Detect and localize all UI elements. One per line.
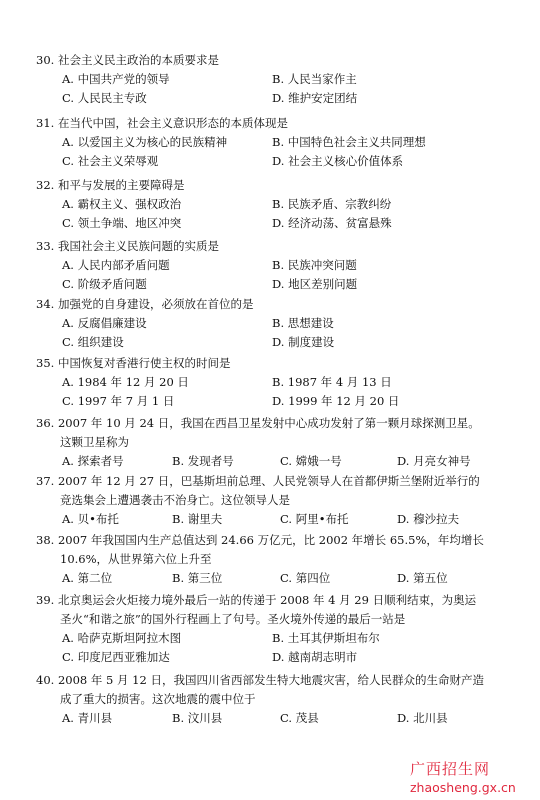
answer-option: B. 思想建设 (272, 316, 334, 330)
answer-option: B. 1987 年 4 月 13 日 (272, 375, 392, 389)
question-number: 35. (36, 356, 55, 370)
question-text: 在当代中国，社会主义意识形态的本质体现是 (57, 116, 288, 130)
question-text: 2007 年我国国内生产总值达到 24.66 万亿元，比 2002 年增长 65.5%，年均增长 (57, 533, 484, 547)
answer-option: A. 人民内部矛盾问题 (62, 258, 170, 272)
answer-option: B. 谢里夫 (172, 512, 223, 526)
watermark-name: 广西招生网 (410, 760, 491, 778)
answer-option: C. 组织建设 (62, 335, 124, 349)
question-text: 2007 年 10 月 24 日，我国在西昌卫星发射中心成功发射了第一颗月球探测卫星。 (57, 416, 480, 430)
answer-option: D. 制度建设 (272, 335, 335, 349)
question-text-continued: 10.6%，从世界第六位上升至 (60, 552, 212, 566)
answer-option: A. 探索者号 (62, 454, 124, 468)
question-number: 38. (36, 533, 55, 547)
answer-option: A. 霸权主义、强权政治 (62, 197, 182, 211)
question-text: 2008 年 5 月 12 日，我国四川省西部发生特大地震灾害，给人民群众的生命财产造 (57, 673, 484, 687)
answer-option: C. 1997 年 7 月 1 日 (62, 394, 175, 408)
question-text: 中国恢复对香港行使主权的时间是 (57, 356, 231, 370)
question-stem (36, 298, 253, 311)
question-stem (36, 475, 480, 488)
answer-option: D. 维护安定团结 (272, 91, 358, 105)
answer-option: D. 穆沙拉夫 (397, 512, 460, 526)
answer-option: C. 第四位 (280, 571, 331, 585)
question-number: 39. (36, 593, 55, 607)
question-number: 32. (36, 178, 55, 192)
answer-option: C. 茂县 (280, 711, 319, 725)
answer-option: A. 第二位 (62, 571, 113, 585)
answer-option: A. 以爱国主义为核心的民族精神 (62, 135, 228, 149)
question-number: 40. (36, 673, 55, 687)
answer-option: B. 第三位 (172, 571, 223, 585)
question-stem (36, 417, 480, 430)
question-text: 北京奥运会火炬接力境外最后一站的传递于 2008 年 4 月 29 日顺利结束，为奥运 (57, 593, 477, 607)
answer-option: B. 中国特色社会主义共同理想 (272, 135, 426, 149)
answer-option: C. 领土争端、地区冲突 (62, 216, 182, 230)
question-number: 37. (36, 474, 55, 488)
question-number: 30. (36, 53, 55, 67)
question-number: 31. (36, 116, 55, 130)
question-text: 2007 年 12 月 27 日，巴基斯坦前总理、人民党领导人在首都伊斯兰堡附近举行的 (57, 474, 480, 488)
answer-option: B. 土耳其伊斯坦布尔 (272, 631, 380, 645)
question-text-continued: 圣火“和谐之旅”的国外行程画上了句号。圣火境外传递的最后一站是 (60, 612, 406, 626)
answer-option: A. 反腐倡廉建设 (62, 316, 147, 330)
answer-option: C. 印度尼西亚雅加达 (62, 650, 170, 664)
answer-option: D. 地区差别问题 (272, 277, 358, 291)
question-stem (36, 594, 476, 607)
question-number: 33. (36, 239, 55, 253)
answer-option: D. 月亮女神号 (397, 454, 471, 468)
question-text: 加强党的自身建设，必须放在首位的是 (57, 297, 254, 311)
answer-option: A. 青川县 (62, 711, 113, 725)
answer-option: A. 中国共产党的领导 (62, 72, 170, 86)
answer-option: A. 1984 年 12 月 20 日 (62, 375, 189, 389)
question-text-continued: 竞选集会上遭遇袭击不治身亡。这位领导人是 (60, 493, 290, 507)
answer-option: D. 经济动荡、贫富悬殊 (272, 216, 392, 230)
answer-option: C. 社会主义荣辱观 (62, 154, 159, 168)
answer-option: C. 人民民主专政 (62, 91, 147, 105)
answer-option: B. 人民当家作主 (272, 72, 357, 86)
answer-option: C. 阿里•布托 (280, 512, 349, 526)
answer-option: D. 越南胡志明市 (272, 650, 358, 664)
answer-option: D. 北川县 (397, 711, 448, 725)
question-text-continued: 这颗卫星称为 (60, 435, 129, 449)
question-number: 34. (36, 297, 55, 311)
answer-option: A. 贝•布托 (62, 512, 119, 526)
question-stem (36, 674, 484, 687)
answer-option: C. 嫦娥一号 (280, 454, 342, 468)
answer-option: B. 汶川县 (172, 711, 223, 725)
answer-option: B. 民族冲突问题 (272, 258, 357, 272)
question-stem (36, 534, 484, 547)
question-text: 和平与发展的主要障碍是 (57, 178, 185, 192)
question-stem (36, 240, 219, 253)
answer-option: B. 发现者号 (172, 454, 234, 468)
question-number: 36. (36, 416, 55, 430)
question-stem (36, 117, 288, 130)
question-text: 我国社会主义民族问题的实质是 (57, 239, 219, 253)
answer-option: D. 第五位 (397, 571, 448, 585)
question-stem (36, 54, 219, 67)
watermark-url: zhaosheng.gx.cn (410, 780, 516, 795)
answer-option: D. 社会主义核心价值体系 (272, 154, 404, 168)
question-stem (36, 179, 184, 192)
answer-option: C. 阶级矛盾问题 (62, 277, 147, 291)
answer-option: A. 哈萨克斯坦阿拉木图 (62, 631, 182, 645)
question-stem (36, 357, 230, 370)
answer-option: B. 民族矛盾、宗教纠纷 (272, 197, 392, 211)
question-text: 社会主义民主政治的本质要求是 (57, 53, 219, 67)
answer-option: D. 1999 年 12 月 20 日 (272, 394, 400, 408)
question-text-continued: 成了重大的损害。这次地震的震中位于 (60, 692, 256, 706)
